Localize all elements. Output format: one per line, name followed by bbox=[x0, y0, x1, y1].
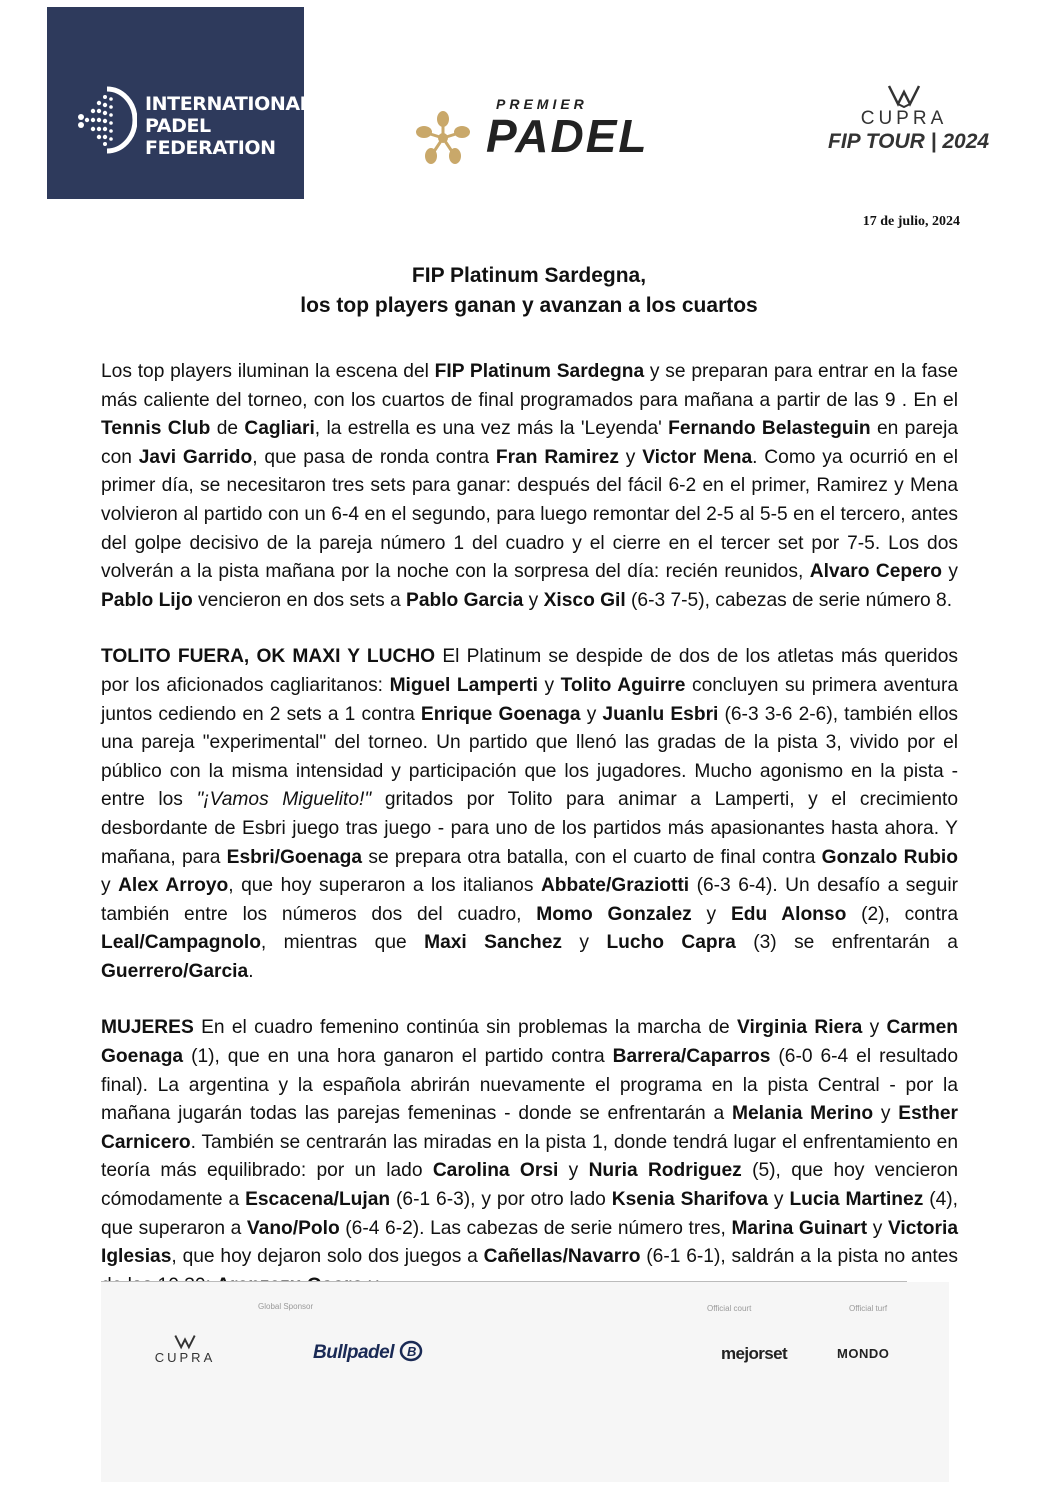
bold-run: Nuria Rodriguez bbox=[588, 1160, 742, 1182]
text-run: Los top players iluminan la escena del bbox=[101, 361, 435, 382]
text-run: se prepara otra batalla, con el cuarto de final contra bbox=[362, 846, 822, 868]
bold-run: Vano/Polo bbox=[246, 1217, 340, 1239]
bold-run: Escacena/Lujan bbox=[245, 1189, 391, 1211]
text-run: (6-3 6-4). Un desafío a seguir también entre los números dos del cuadro, bbox=[101, 875, 958, 925]
bold-run: Lucho Capra bbox=[606, 932, 736, 954]
bold-run: Lucia Martinez bbox=[789, 1189, 924, 1211]
text-run: vencieron en dos sets a bbox=[192, 589, 407, 611]
bold-run: Gonzalo Rubio bbox=[821, 846, 958, 868]
italic-run: "¡Vamos Miguelito!" bbox=[196, 789, 372, 811]
bold-run: Esbri/Goenaga bbox=[226, 846, 363, 868]
text-run: en pareja con bbox=[101, 418, 958, 468]
text-run: (4), que superaron a bbox=[101, 1189, 958, 1239]
text-run: (1), que en una hora ganaron el partido contra bbox=[183, 1046, 613, 1068]
text-run: y bbox=[562, 932, 607, 954]
text-run: y se preparan para entrar en la fase más caliente del torneo, con los cuartos de final programados para mañana a partir de las 9 . En el bbox=[101, 361, 958, 411]
premier-padel-logo bbox=[412, 96, 702, 168]
text-run: y bbox=[580, 703, 603, 725]
bold-run: Tolito Aguirre bbox=[560, 674, 686, 696]
bold-run: Alvaro Cepero bbox=[809, 561, 942, 583]
fip-tour-text: FIP TOUR | 2024 bbox=[828, 130, 990, 153]
bold-run: Guerrero/Garcia bbox=[101, 960, 249, 982]
text-run: y bbox=[873, 1103, 899, 1125]
paragraph bbox=[101, 1014, 958, 1300]
text-run: y bbox=[768, 1189, 790, 1211]
ipf-line-1: INTERNATIONAL bbox=[145, 93, 312, 115]
text-run: . bbox=[248, 960, 254, 982]
bullpadel-wordmark: Bullpadel bbox=[313, 1342, 395, 1363]
bold-run: Carmen Goenaga bbox=[101, 1017, 958, 1068]
bold-run: Esther Carnicero bbox=[101, 1103, 959, 1153]
text-run: y bbox=[537, 674, 561, 696]
text-run: (6-3 3-6 2-6), también ellos una pareja "experimental" del torneo. Un partido que llenó las gradas de la pista 3, vivido por el público con la misma intensidad y participación que los jugadores. Mucho agonismo en la pista - entre los bbox=[101, 703, 959, 811]
text-run: y bbox=[941, 561, 959, 583]
text-run: y bbox=[558, 1160, 589, 1182]
bold-run: Fran Ramirez bbox=[495, 446, 619, 468]
cupra-wordmark: CUPRA bbox=[860, 108, 948, 129]
text-run: (6-1 6-1), saldrán a la pista no antes bbox=[646, 1246, 958, 1268]
bold-run: Victoria Iglesias bbox=[101, 1217, 958, 1268]
bullpadel-logo bbox=[313, 1340, 423, 1364]
text-run: , que hoy superaron a los italianos bbox=[228, 875, 541, 897]
official-turf-label: Official turf bbox=[849, 1304, 888, 1313]
bold-run: Leal/Campagnolo bbox=[101, 932, 261, 954]
bold-run: Pablo Garcia bbox=[406, 589, 524, 611]
bold-run: Melania Merino bbox=[731, 1103, 874, 1125]
mondo-logo: MONDO bbox=[837, 1346, 890, 1361]
global-sponsor-label: Global Sponsor bbox=[258, 1302, 314, 1311]
bold-run: Cagliari bbox=[244, 418, 315, 440]
text-run: . Como ya ocurrió en el primer día, se necesitaron tres sets para ganar: después del fácil 6-2 en el primer, Ramirez y Mena volvieron al partido con un 6-4 en el segundo, para luego remontar del 2-5 al 5-5 en el tercero, antes del golpe decisivo de la pareja número 1 del cuadro y el cierre en el tercer set por 7-5. Los dos volverán a la pista mañana por la noche con la sorpresa del día: recién reunidos, bbox=[101, 446, 958, 583]
text-run: de bbox=[210, 418, 245, 440]
text-run: concluyen su primera aventura juntos cediendo en 2 sets a 1 contra bbox=[101, 674, 958, 725]
bold-run: Javi Garrido bbox=[138, 446, 253, 468]
text-run: (6-3 7-5), cabezas de serie número 8. bbox=[625, 589, 953, 611]
text-run: y bbox=[862, 1017, 887, 1039]
text-run: . También se centrarán las miradas en la pista 1, donde tendrá lugar el enfrentamiento en teoría más equilibrado: por un lado bbox=[101, 1131, 958, 1182]
bold-run: Juanlu Esbri bbox=[602, 703, 719, 725]
article-title bbox=[100, 261, 958, 321]
bold-run: Barrera/Caparros bbox=[612, 1046, 771, 1068]
text-run: (6-1 6-3), y por otro lado bbox=[390, 1189, 612, 1211]
text-run: y bbox=[691, 903, 731, 925]
text-run: y bbox=[101, 875, 119, 897]
title-line-2: los top players ganan y avanzan a los cuartos bbox=[300, 294, 758, 317]
text-run: (6-4 6-2). Las cabezas de serie número tres, bbox=[339, 1217, 732, 1239]
paragraph bbox=[101, 358, 958, 615]
bold-run: Cañellas/Navarro bbox=[483, 1246, 641, 1268]
text-run: , que pasa de ronda contra bbox=[252, 446, 496, 468]
text-run: (5), que hoy vencieron cómodamente a bbox=[101, 1160, 958, 1211]
bold-run: Marina Guinart bbox=[731, 1217, 868, 1239]
bold-run: Virginia Riera bbox=[737, 1017, 863, 1039]
bold-run: Enrique Goenaga bbox=[420, 703, 581, 725]
padel-text: PADEL bbox=[486, 110, 649, 162]
bold-run: Ksenia Sharifova bbox=[611, 1189, 769, 1211]
text-run: (6-0 6-4 el resultado final). La argentina y la española abrirán nuevamente el programa en la pista Central - por la mañana jugarán todas las parejas femeninas - donde se enfrentarán a bbox=[101, 1046, 959, 1125]
bold-run: Tennis Club bbox=[101, 418, 211, 440]
bold-run: Abbate/Graziotti bbox=[540, 875, 690, 897]
text-run: y bbox=[618, 446, 643, 468]
article-body bbox=[101, 358, 958, 1328]
bold-run: Edu Alonso bbox=[730, 903, 847, 925]
text-run: (2), contra bbox=[846, 903, 958, 925]
cupra-emblem-icon bbox=[887, 84, 921, 108]
bold-run: Xisco Gil bbox=[543, 589, 626, 611]
svg-text:B: B bbox=[406, 1344, 416, 1359]
padel-racket-icon bbox=[77, 85, 137, 155]
bold-run: TOLITO FUERA, OK MAXI Y LUCHO bbox=[101, 646, 436, 668]
text-run: El Platinum se despide de dos de los atletas más queridos por los aficionados cagliaritanos: bbox=[101, 646, 958, 696]
official-court-label: Official court bbox=[707, 1304, 752, 1313]
text-run: gritados por Tolito para animar a Lamperti, y el crecimiento desbordante de Esbri juego tras juego - para uno de los partidos más apasionantes hasta ahora. Y mañana, para bbox=[101, 789, 958, 868]
text-run: En el cuadro femenino continúa sin problemas la marcha de bbox=[193, 1017, 738, 1039]
bullpadel-b-icon bbox=[399, 1340, 423, 1362]
premier-padel-flower-icon bbox=[412, 108, 474, 168]
ipf-line-3: FEDERATION bbox=[145, 137, 276, 159]
press-date: 17 de julio, 2024 bbox=[862, 214, 960, 229]
text-run: y bbox=[523, 589, 544, 611]
text-run: , mientras que bbox=[260, 932, 425, 954]
footer-cupra-wordmark: CUPRA bbox=[154, 1350, 216, 1365]
bold-run: Fernando Belasteguin bbox=[668, 418, 871, 440]
bold-run: Victor Mena bbox=[642, 446, 753, 468]
bold-run: Miguel Lamperti bbox=[389, 674, 538, 696]
cupra-emblem-icon bbox=[174, 1334, 196, 1350]
bold-run: Momo Gonzalez bbox=[536, 903, 692, 925]
text-run: (3) se enfrentarán a bbox=[735, 932, 958, 954]
ipf-line-2: PADEL bbox=[145, 115, 211, 137]
text-run: , que hoy dejaron solo dos juegos a bbox=[171, 1246, 484, 1268]
premier-text: PREMIER bbox=[496, 96, 588, 112]
sponsor-footer bbox=[101, 1282, 949, 1482]
text-run: y bbox=[867, 1217, 888, 1239]
bold-run: Carolina Orsi bbox=[432, 1160, 559, 1182]
paragraph bbox=[101, 643, 958, 986]
bold-run: MUJERES bbox=[101, 1017, 194, 1039]
bold-run: Pablo Lijo bbox=[101, 589, 193, 611]
ipf-logo bbox=[47, 7, 312, 199]
bold-run: Alex Arroyo bbox=[118, 875, 229, 897]
text-run: , la estrella es una vez más la 'Leyenda' bbox=[314, 418, 669, 440]
mejorset-logo: mejorset bbox=[721, 1344, 788, 1363]
bold-run: FIP Platinum Sardegna bbox=[434, 361, 645, 382]
title-line-1: FIP Platinum Sardegna, bbox=[411, 264, 647, 287]
bold-run: Maxi Sanchez bbox=[424, 932, 563, 954]
footer-cupra-logo bbox=[135, 1334, 235, 1365]
cupra-fip-tour-logo bbox=[828, 84, 990, 174]
